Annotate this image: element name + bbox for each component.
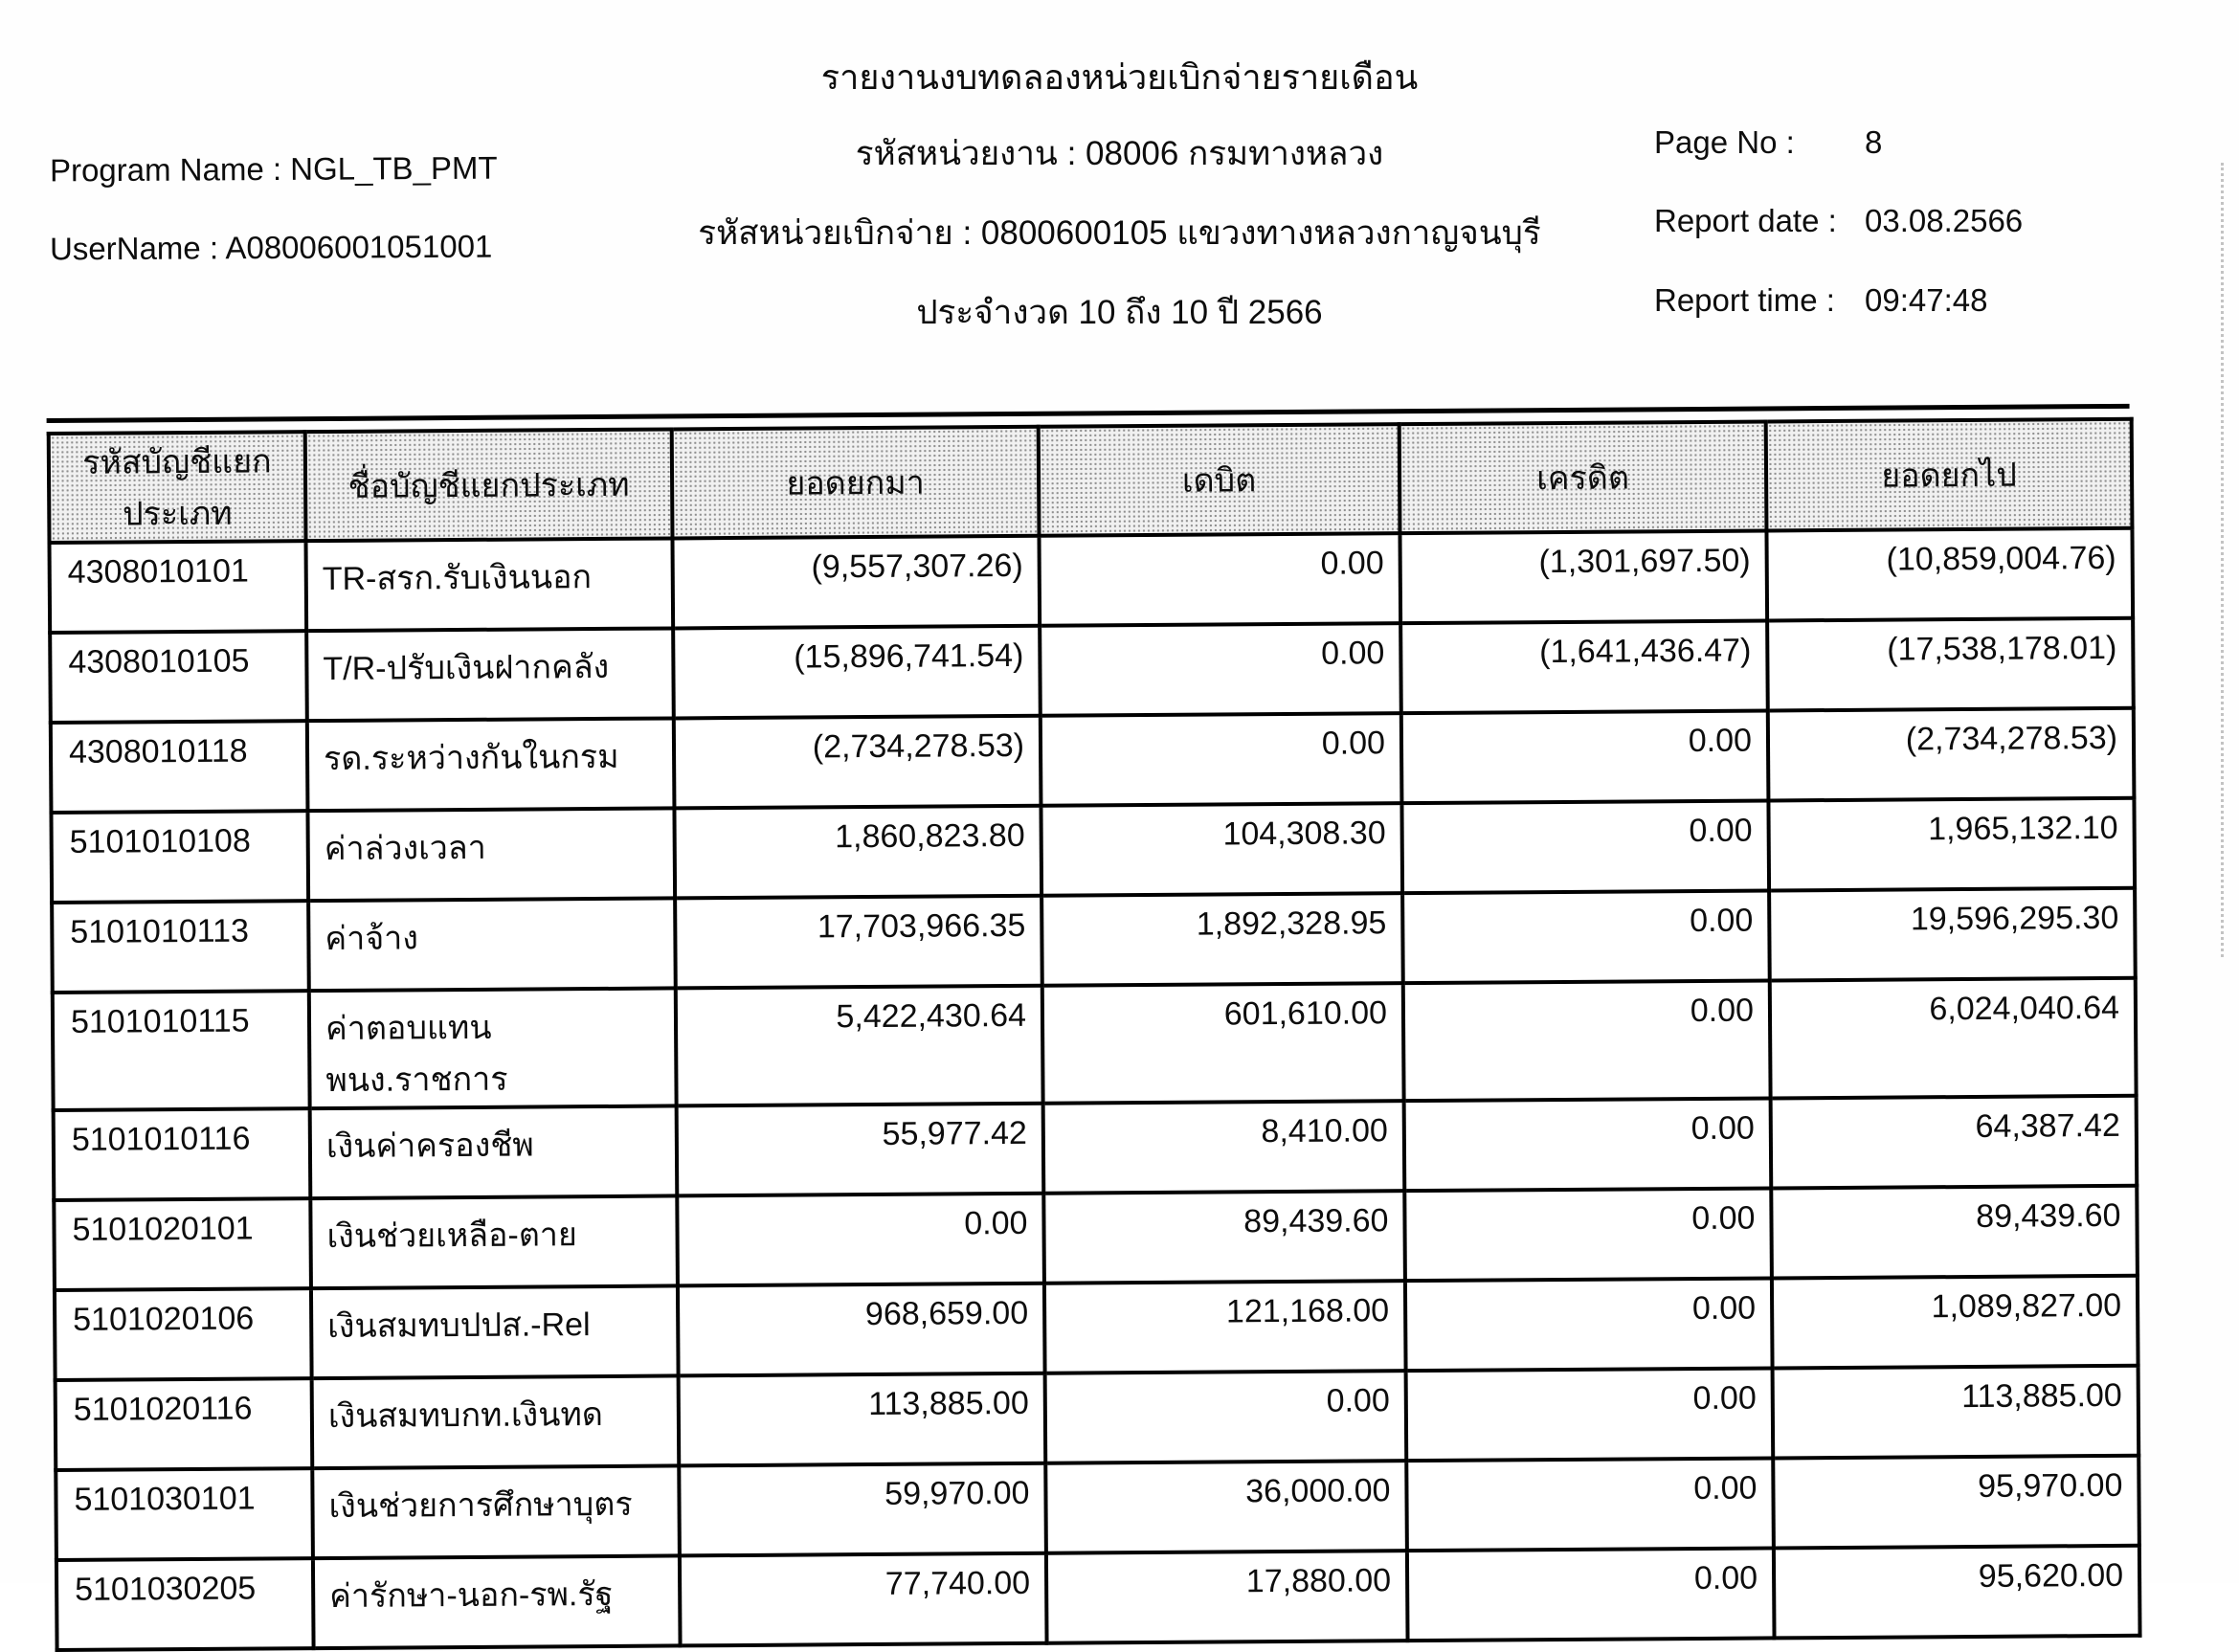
cell-opening-balance: (9,557,307.26) bbox=[672, 536, 1040, 629]
table-header-row bbox=[49, 419, 2133, 543]
cell-opening-balance: 1,860,823.80 bbox=[674, 806, 1041, 899]
table-row bbox=[54, 1096, 2138, 1200]
cell-credit: 0.00 bbox=[1402, 890, 1770, 983]
col-header-credit: เครดิต bbox=[1399, 421, 1767, 533]
cell-closing-balance: 19,596,295.30 bbox=[1769, 888, 2136, 981]
table-header bbox=[49, 419, 2133, 543]
cell-account-code: 5101030205 bbox=[56, 1558, 314, 1650]
cell-opening-balance: 77,740.00 bbox=[680, 1553, 1047, 1646]
cell-account-code: 4308010105 bbox=[50, 631, 307, 723]
col-header-debit: เดบิต bbox=[1039, 424, 1400, 536]
table-row bbox=[51, 798, 2135, 903]
cell-credit: (1,641,436.47) bbox=[1400, 620, 1768, 713]
cell-debit: 121,168.00 bbox=[1044, 1281, 1406, 1373]
cell-opening-balance: 17,703,966.35 bbox=[675, 896, 1042, 989]
table-row bbox=[54, 1186, 2138, 1290]
cell-closing-balance: 95,970.00 bbox=[1773, 1456, 2139, 1549]
cell-debit: 0.00 bbox=[1040, 623, 1401, 716]
cell-closing-balance: (10,859,004.76) bbox=[1766, 528, 2133, 621]
cell-credit: 0.00 bbox=[1401, 710, 1769, 803]
table-row bbox=[55, 1276, 2138, 1380]
cell-debit: 1,892,328.95 bbox=[1041, 893, 1403, 986]
cell-closing-balance: 95,620.00 bbox=[1774, 1546, 2140, 1639]
cell-credit: 0.00 bbox=[1403, 980, 1771, 1101]
report-time-label: Report time : bbox=[1654, 282, 1835, 318]
cell-closing-balance: 1,089,827.00 bbox=[1772, 1276, 2138, 1369]
user-name-line: UserName : A08006001051001 bbox=[49, 228, 493, 267]
scan-artifact-line bbox=[2221, 163, 2224, 957]
cell-account-name: T/R-ปรับเงินฝากคลัง bbox=[306, 628, 674, 721]
cell-account-code: 5101030101 bbox=[56, 1468, 313, 1560]
cell-account-name: ค่าตอบแทนพนง.ราชการ bbox=[309, 988, 677, 1108]
cell-closing-balance: 113,885.00 bbox=[1773, 1366, 2139, 1459]
table-row bbox=[50, 528, 2134, 633]
cell-opening-balance: (15,896,741.54) bbox=[673, 626, 1041, 719]
cell-account-name: เงินช่วยเหลือ-ตาย bbox=[310, 1195, 678, 1288]
cell-debit: 8,410.00 bbox=[1043, 1101, 1405, 1194]
cell-debit: 17,880.00 bbox=[1046, 1551, 1408, 1643]
cell-credit: 0.00 bbox=[1406, 1368, 1774, 1461]
cell-account-name: TR-สรก.รับเงินนอก bbox=[306, 538, 674, 631]
table-row bbox=[56, 1546, 2140, 1650]
table-row bbox=[56, 1456, 2139, 1560]
cell-account-code: 5101020106 bbox=[55, 1288, 312, 1380]
cell-account-name: ค่ารักษา-นอก-รพ.รัฐ bbox=[313, 1555, 681, 1648]
table-row bbox=[51, 708, 2135, 813]
col-header-closing-balance: ยอดยกไป bbox=[1766, 419, 2133, 531]
cell-credit: 0.00 bbox=[1404, 1188, 1772, 1281]
cell-closing-balance: (2,734,278.53) bbox=[1768, 708, 2135, 801]
disbursement-unit-line: รหัสหน่วยเบิกจ่าย : 0800600105 แขวงทางหลวงกาญจนบุรี bbox=[698, 214, 1541, 252]
col-header-account-code: รหัสบัญชีแยกประเภท bbox=[49, 432, 306, 543]
cell-credit: 0.00 bbox=[1404, 1098, 1772, 1191]
department-code-line: รหัสหน่วยงาน : 08006 กรมทางหลวง bbox=[855, 135, 1384, 172]
cell-credit: (1,301,697.50) bbox=[1399, 530, 1767, 623]
table-row bbox=[53, 978, 2137, 1110]
cell-opening-balance: 5,422,430.64 bbox=[676, 986, 1043, 1106]
cell-account-name: เงินช่วยการศึกษาบุตร bbox=[312, 1465, 680, 1558]
cell-account-code: 4308010118 bbox=[51, 721, 308, 813]
report-title: รายงานงบทดลองหน่วยเบิกจ่ายรายเดือน bbox=[820, 57, 1419, 97]
cell-closing-balance: 64,387.42 bbox=[1771, 1096, 2138, 1189]
period-line: ประจำงวด 10 ถึง 10 ปี 2566 bbox=[916, 294, 1323, 331]
cell-debit: 36,000.00 bbox=[1045, 1461, 1407, 1553]
cell-account-code: 5101010108 bbox=[51, 811, 308, 903]
cell-closing-balance: 1,965,132.10 bbox=[1768, 798, 2135, 891]
report-time-value: 09:47:48 bbox=[1865, 282, 1988, 318]
cell-account-code: 5101020116 bbox=[56, 1378, 313, 1470]
trial-balance-table bbox=[47, 417, 2142, 1652]
table-row bbox=[52, 888, 2136, 993]
cell-debit: 104,308.30 bbox=[1041, 803, 1402, 896]
cell-account-name: ค่าล่วงเวลา bbox=[307, 808, 675, 901]
cell-credit: 0.00 bbox=[1407, 1548, 1775, 1641]
cell-debit: 89,439.60 bbox=[1043, 1191, 1405, 1284]
cell-opening-balance: 113,885.00 bbox=[679, 1373, 1046, 1466]
cell-account-name: เงินสมทบกท.เงินทด bbox=[312, 1375, 680, 1468]
cell-account-code: 4308010101 bbox=[50, 541, 307, 633]
cell-opening-balance: 0.00 bbox=[677, 1194, 1044, 1286]
cell-opening-balance: 55,977.42 bbox=[677, 1104, 1044, 1196]
table-row bbox=[50, 618, 2134, 723]
table-row bbox=[56, 1366, 2139, 1470]
cell-closing-balance: (17,538,178.01) bbox=[1767, 618, 2134, 711]
cell-account-code: 5101020101 bbox=[54, 1198, 311, 1290]
program-name-line: Program Name : NGL_TB_PMT bbox=[49, 149, 498, 189]
cell-opening-balance: (2,734,278.53) bbox=[674, 716, 1041, 809]
cell-closing-balance: 89,439.60 bbox=[1771, 1186, 2138, 1279]
table-body bbox=[50, 528, 2140, 1650]
col-header-account-name: ชื่อบัญชีแยกประเภท bbox=[305, 429, 673, 541]
cell-opening-balance: 968,659.00 bbox=[678, 1284, 1045, 1376]
report-date-value: 03.08.2566 bbox=[1865, 203, 2024, 238]
cell-debit: 0.00 bbox=[1041, 713, 1402, 806]
cell-debit: 0.00 bbox=[1039, 533, 1400, 626]
cell-debit: 601,610.00 bbox=[1042, 983, 1404, 1104]
cell-account-code: 5101010113 bbox=[52, 901, 309, 993]
cell-account-code: 5101010115 bbox=[53, 991, 310, 1110]
report-date-label: Report date : bbox=[1654, 203, 1837, 238]
cell-account-code: 5101010116 bbox=[54, 1108, 311, 1200]
cell-credit: 0.00 bbox=[1405, 1278, 1773, 1371]
cell-account-name: เงินค่าครองชีพ bbox=[310, 1105, 678, 1198]
cell-account-name: ค่าจ้าง bbox=[308, 898, 676, 991]
cell-debit: 0.00 bbox=[1045, 1371, 1407, 1463]
cell-credit: 0.00 bbox=[1401, 800, 1769, 893]
cell-credit: 0.00 bbox=[1406, 1458, 1774, 1551]
trial-balance-table-zone bbox=[47, 404, 2138, 1652]
cell-account-name: รด.ระหว่างกันในกรม bbox=[307, 718, 675, 811]
col-header-opening-balance: ยอดยกมา bbox=[672, 427, 1040, 539]
cell-opening-balance: 59,970.00 bbox=[679, 1463, 1046, 1556]
cell-closing-balance: 6,024,040.64 bbox=[1770, 978, 2137, 1099]
cell-account-name: เงินสมทบปปส.-Rel bbox=[311, 1285, 679, 1378]
page-no-label: Page No : bbox=[1654, 124, 1795, 160]
page-no-value: 8 bbox=[1865, 124, 1883, 160]
